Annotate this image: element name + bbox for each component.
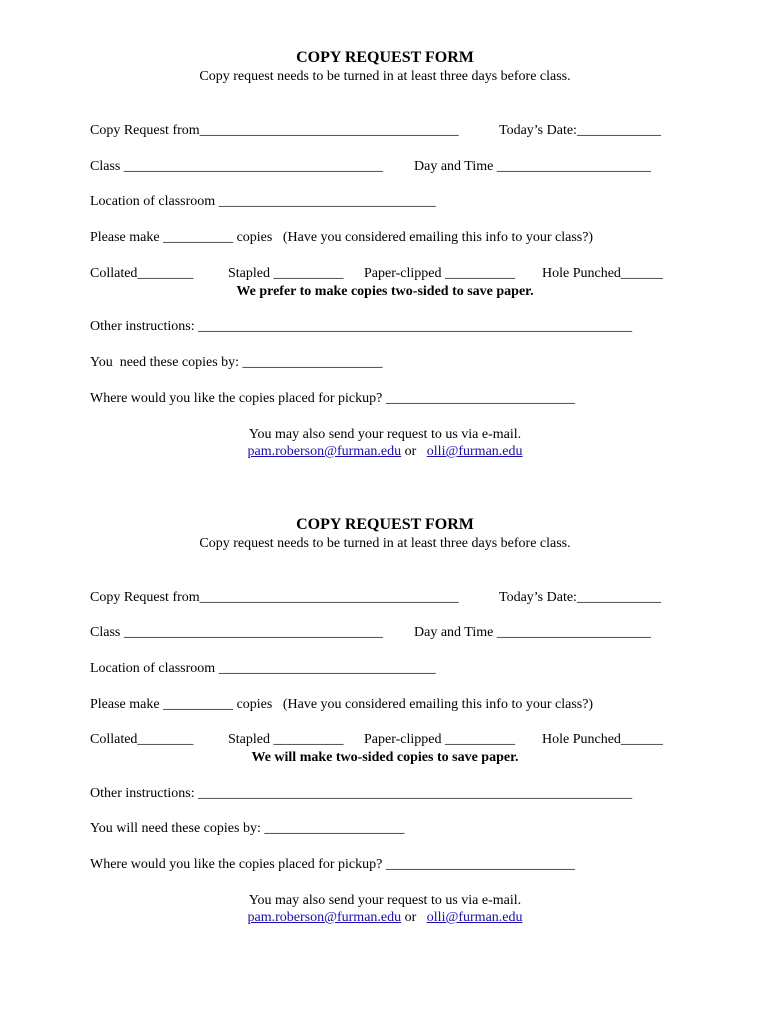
- todays-date-field[interactable]: Today’s Date:____________: [499, 590, 661, 605]
- hole-punched-field[interactable]: Hole Punched______: [542, 266, 663, 281]
- pickup-location-field[interactable]: Where would you like the copies placed for pickup? ___________________________: [90, 391, 575, 406]
- collated-field[interactable]: Collated________: [90, 266, 194, 281]
- todays-date-field[interactable]: Today’s Date:____________: [499, 123, 661, 138]
- email-links: [0, 444, 770, 460]
- email-links: [0, 910, 770, 926]
- or-separator: or: [404, 444, 417, 459]
- collated-field[interactable]: Collated________: [90, 732, 194, 747]
- need-by-field[interactable]: You need these copies by: ____________________: [90, 355, 383, 370]
- email-note: You may also send your request to us via e-mail.: [248, 427, 522, 442]
- copies-count-field[interactable]: Please make __________ copies (Have you considered emailing this info to your class?): [90, 697, 594, 712]
- paper-clipped-field[interactable]: Paper-clipped __________: [364, 732, 515, 747]
- day-time-field[interactable]: Day and Time ______________________: [414, 625, 651, 640]
- other-instructions-field[interactable]: Other instructions: ______________________________________________________________: [90, 786, 633, 801]
- email-link-pam[interactable]: pam.roberson@furman.edu: [247, 910, 402, 925]
- copies-count-field[interactable]: Please make __________ copies (Have you considered emailing this info to your class?): [90, 230, 594, 245]
- day-time-field[interactable]: Day and Time ______________________: [414, 159, 651, 174]
- stapled-field[interactable]: Stapled __________: [228, 732, 344, 747]
- form-title: COPY REQUEST FORM: [296, 516, 474, 533]
- other-instructions-field[interactable]: Other instructions: ______________________________________________________________: [90, 319, 633, 334]
- copy-request-from-field[interactable]: Copy Request from_____________________________________: [90, 590, 459, 605]
- class-field[interactable]: Class _____________________________________: [90, 159, 383, 174]
- two-sided-note: We prefer to make copies two-sided to save paper.: [236, 284, 534, 299]
- hole-punched-field[interactable]: Hole Punched______: [542, 732, 663, 747]
- class-field[interactable]: Class _____________________________________: [90, 625, 383, 640]
- copy-request-from-field[interactable]: Copy Request from_____________________________________: [90, 123, 459, 138]
- form-subtitle: Copy request needs to be turned in at least three days before class.: [199, 536, 571, 551]
- form-subtitle: Copy request needs to be turned in at least three days before class.: [199, 69, 571, 84]
- email-link-olli[interactable]: olli@furman.edu: [426, 910, 523, 925]
- paper-clipped-field[interactable]: Paper-clipped __________: [364, 266, 515, 281]
- pickup-location-field[interactable]: Where would you like the copies placed for pickup? ___________________________: [90, 857, 575, 872]
- two-sided-note: We will make two-sided copies to save paper.: [251, 750, 519, 765]
- email-note: You may also send your request to us via e-mail.: [248, 893, 522, 908]
- form-title: COPY REQUEST FORM: [296, 49, 474, 66]
- stapled-field[interactable]: Stapled __________: [228, 266, 344, 281]
- email-link-pam[interactable]: pam.roberson@furman.edu: [247, 444, 402, 459]
- location-field[interactable]: Location of classroom _______________________________: [90, 661, 436, 676]
- need-by-field[interactable]: You will need these copies by: ____________________: [90, 821, 405, 836]
- or-separator: or: [404, 910, 417, 925]
- email-link-olli[interactable]: olli@furman.edu: [426, 444, 523, 459]
- location-field[interactable]: Location of classroom _______________________________: [90, 194, 436, 209]
